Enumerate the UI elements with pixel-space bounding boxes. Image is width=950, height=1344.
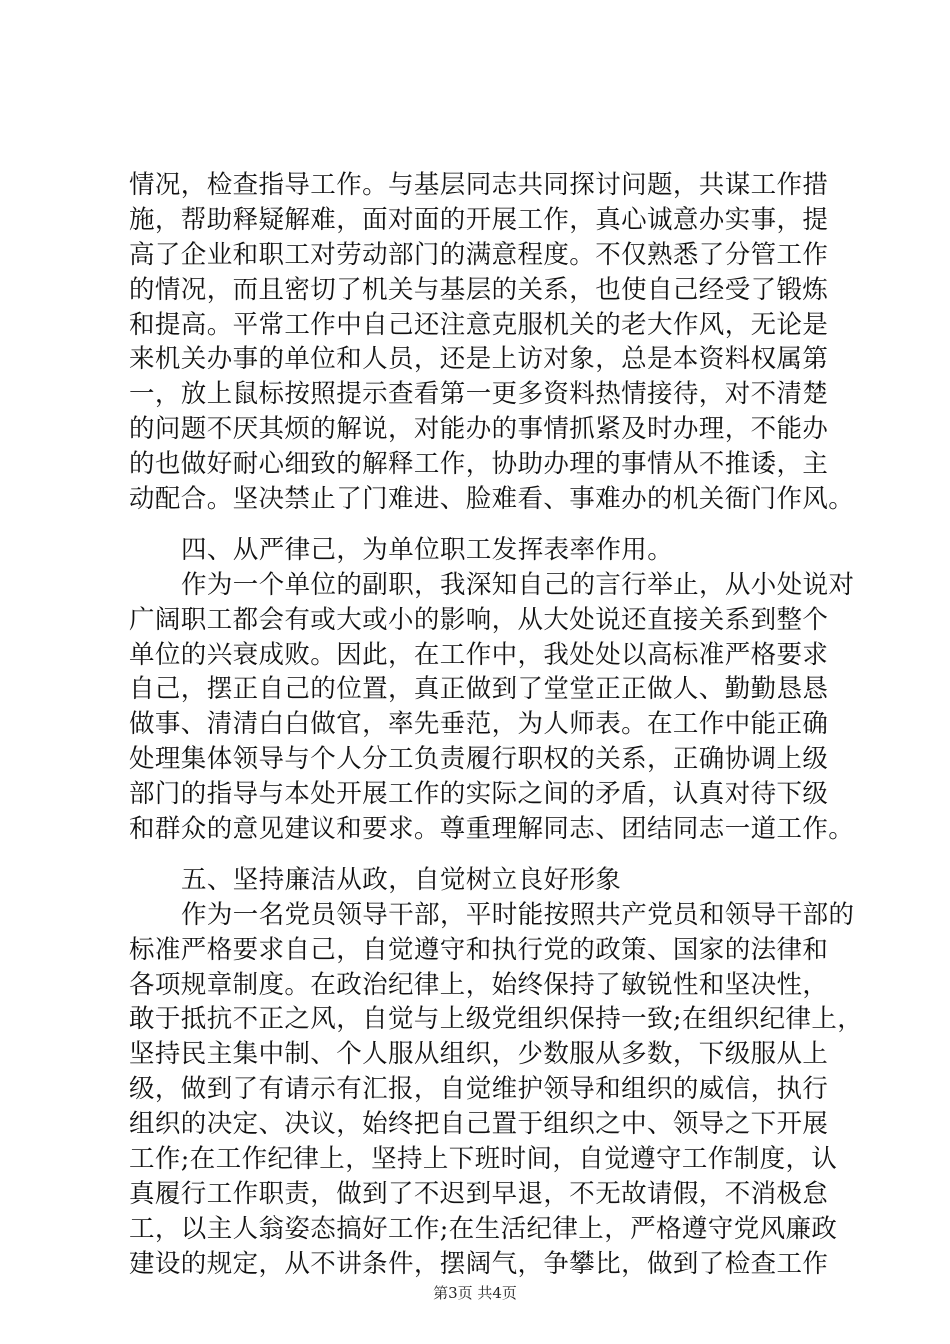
text-line: 坚持民主集中制、个人服从组织，少数服从多数，下级服从上 bbox=[129, 1039, 829, 1070]
text-line: 动配合。坚决禁止了门难进、脸难看、事难办的机关衙门作风。 bbox=[129, 484, 855, 515]
text-line: 的也做好耐心细致的解释工作，协助办理的事情从不推诿，主 bbox=[129, 449, 829, 480]
paragraph-gap bbox=[129, 847, 849, 863]
text-line: 处理集体领导与个人分工负责履行职权的关系，正确协调上级 bbox=[129, 744, 829, 775]
text-line: 建设的规定，从不讲条件，摆阔气，争攀比，做到了检查工作 bbox=[129, 1248, 829, 1279]
text-line: 真履行工作职责，做到了不迟到早退，不无故请假，不消极怠 bbox=[129, 1178, 829, 1209]
paragraph-gap bbox=[129, 517, 849, 533]
text-line: 标准严格要求自己，自觉遵守和执行党的政策、国家的法律和 bbox=[129, 934, 829, 965]
text-line: 广阔职工都会有或大或小的影响，从大处说还直接关系到整个 bbox=[129, 604, 829, 635]
text-line: 各项规章制度。在政治纪律上，始终保持了敏锐性和坚决性， bbox=[129, 969, 829, 1000]
text-line: 敢于抵抗不正之风，自觉与上级党组织保持一致;在组织纪律上， bbox=[129, 1004, 864, 1035]
text-line: 施，帮助释疑解难，面对面的开展工作，真心诚意办实事，提 bbox=[129, 204, 829, 235]
text-line: 的情况，而且密切了机关与基层的关系，也使自己经受了锻炼 bbox=[129, 274, 829, 305]
text-line: 工，以主人翁姿态搞好工作;在生活纪律上，严格遵守党风廉政 bbox=[129, 1213, 838, 1244]
text-line: 工作;在工作纪律上，坚持上下班时间，自觉遵守工作制度，认 bbox=[129, 1144, 838, 1175]
section-heading: 五、坚持廉洁从政，自觉树立良好形象 bbox=[181, 864, 622, 895]
text-line: 作为一名党员领导干部，平时能按照共产党员和领导干部的 bbox=[181, 899, 855, 930]
text-line: 和提高。平常工作中自己还注意克服机关的老大作风，无论是 bbox=[129, 309, 829, 340]
text-line: 高了企业和职工对劳动部门的满意程度。不仅熟悉了分管工作 bbox=[129, 239, 829, 270]
text-line: 和群众的意见建议和要求。尊重理解同志、团结同志一道工作。 bbox=[129, 814, 855, 845]
section-heading: 四、从严律己，为单位职工发挥表率作用。 bbox=[181, 534, 674, 565]
text-line: 单位的兴衰成败。因此，在工作中，我处处以高标准严格要求 bbox=[129, 639, 829, 670]
text-line: 组织的决定、决议，始终把自己置于组织之中、领导之下开展 bbox=[129, 1109, 829, 1140]
document-body bbox=[129, 168, 864, 1282]
text-line: 情况，检查指导工作。与基层同志共同探讨问题，共谋工作措 bbox=[129, 170, 829, 200]
text-line: 的问题不厌其烦的解说，对能办的事情抓紧及时办理，不能办 bbox=[129, 414, 829, 445]
text-line: 一，放上鼠标按照提示查看第一更多资料热情接待，对不清楚 bbox=[129, 379, 829, 410]
text-line: 级，做到了有请示有汇报，自觉维护领导和组织的威信，执行 bbox=[129, 1074, 829, 1105]
text-line: 做事、清清白白做官，率先垂范，为人师表。在工作中能正确 bbox=[129, 709, 829, 740]
text-line: 来机关办事的单位和人员，还是上访对象，总是本资料权属第 bbox=[129, 344, 829, 375]
page-number-footer: 第3页 共4页 bbox=[433, 1284, 517, 1302]
text-line: 自己，摆正自己的位置，真正做到了堂堂正正做人、勤勤恳恳 bbox=[129, 674, 829, 705]
text-line: 部门的指导与本处开展工作的实际之间的矛盾，认真对待下级 bbox=[129, 779, 829, 810]
text-line: 作为一个单位的副职，我深知自己的言行举止，从小处说对 bbox=[181, 569, 855, 600]
